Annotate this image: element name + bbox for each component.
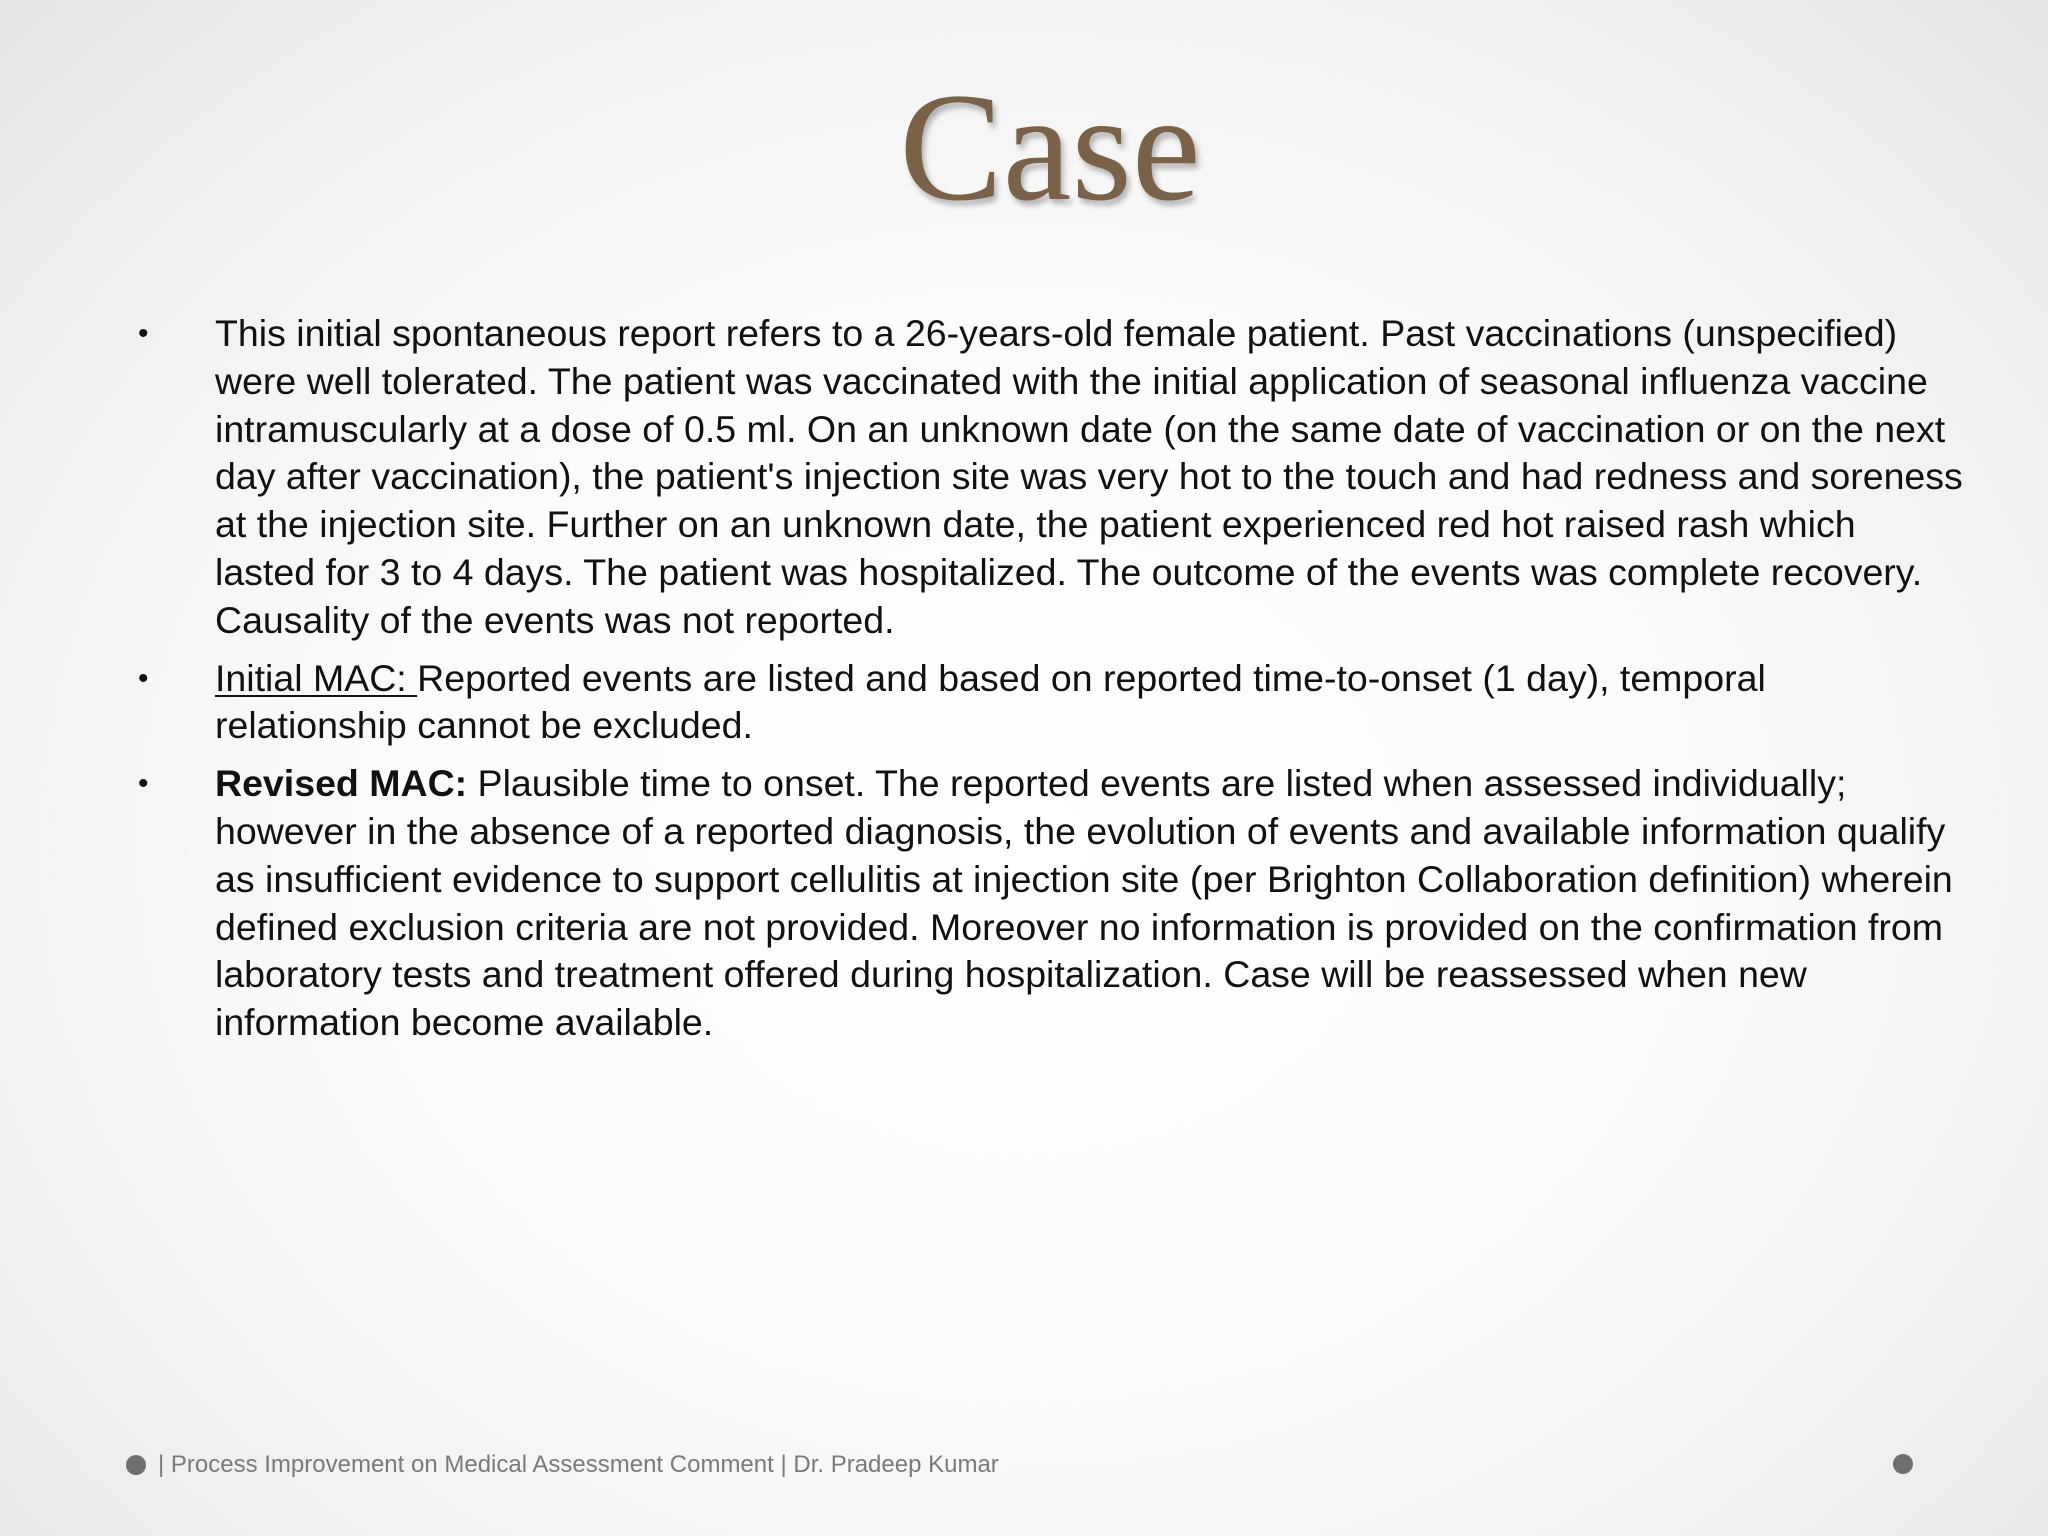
bullet-text: Plausible time to onset. The reported events are listed when assessed individually; however in the absence of a reported diagnosis, the evolution of events and available information qualify as insufficient evidence to support cellulitis at injection site (per Brighton Collaboration definition) wherein defined exclusion criteria are not provided. Moreover no information is provided on the confirmation from laboratory tests and treatment offered during hospitalization. Case will be reassessed when new information become available. bbox=[215, 762, 1953, 1044]
bullet-item-initial-mac bbox=[136, 655, 1966, 751]
footer-text: | Process Improvement on Medical Assessment Comment | Dr. Pradeep Kumar bbox=[158, 1451, 999, 1478]
footer bbox=[126, 1450, 999, 1480]
bullet-item-revised-mac bbox=[136, 760, 1966, 1047]
initial-mac-label: Initial MAC: bbox=[215, 656, 418, 699]
slide-dot-icon bbox=[1893, 1454, 1913, 1474]
slide-title: Case bbox=[899, 61, 1201, 233]
footer-dot-icon bbox=[126, 1455, 146, 1475]
bullet-item-case-description bbox=[136, 310, 1966, 645]
bullet-marker: • bbox=[138, 661, 149, 695]
bullet-marker: • bbox=[138, 317, 149, 350]
bullet-text: This initial spontaneous report refers to a 26-years-old female patient. Past vaccinations (unspecified) were well tolerated. The patient was vaccinated with the initial application of seasonal influenza vaccine intramuscularly at a dose of 0.5 ml. On an unknown date (on the same date of vaccination or on the next day after vaccination), the patient's injection site was very hot to the touch and had redness and soreness at the injection site. Further on an unknown date, the patient experienced red hot raised rash which lasted for 3 to 4 days. The patient was hospitalized. The outcome of the events was complete recovery. Causality of the events was not reported. bbox=[215, 312, 1963, 641]
revised-mac-label: Revised MAC: bbox=[215, 762, 468, 805]
bullet-marker: • bbox=[138, 767, 149, 801]
bullet-list bbox=[136, 310, 1966, 1057]
bullet-text: Reported events are listed and based on reported time-to-onset (1 day), temporal relationship cannot be excluded. bbox=[215, 656, 1766, 747]
